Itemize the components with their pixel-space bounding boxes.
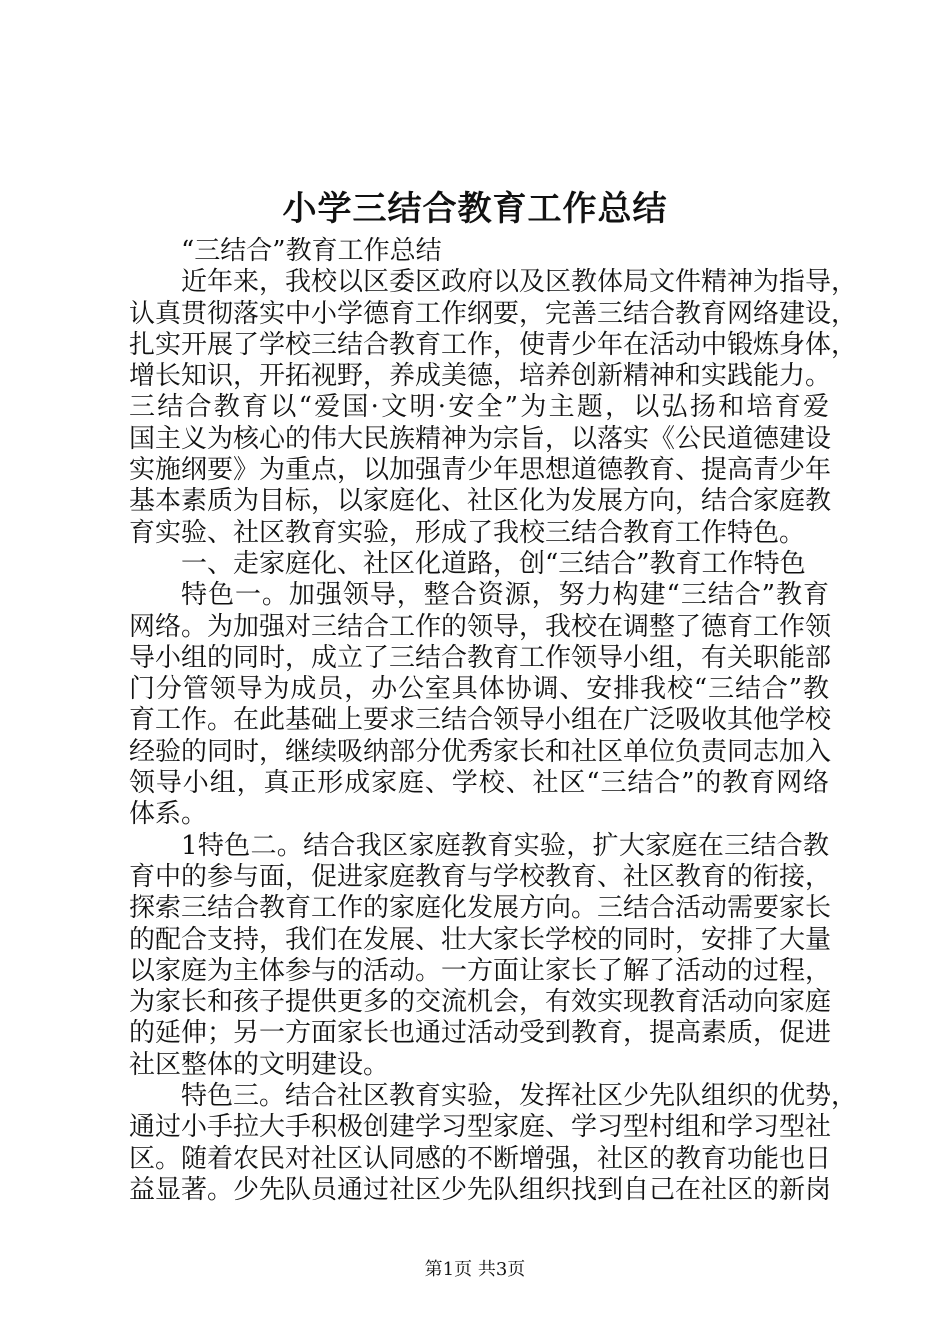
text-line: 探索三结合教育工作的家庭化发展方向。三结合活动需要家长 [129, 893, 832, 924]
text-line: 增长知识，开拓视野，养成美德，培养创新精神和实践能力。 [129, 361, 832, 392]
text-line: 育工作。在此基础上要求三结合领导小组在广泛吸收其他学校 [129, 705, 832, 736]
text-line: 益显著。少先队员通过社区少先队组织找到自己在社区的新岗 [129, 1174, 832, 1205]
text-line: 近年来，我校以区委区政府以及区教体局文件精神为指导， [181, 267, 858, 298]
text-line: 的配合支持，我们在发展、壮大家长学校的同时，安排了大量 [129, 924, 832, 955]
text-line: 社区整体的文明建设。 [129, 1049, 390, 1080]
text-line: 认真贯彻落实中小学德育工作纲要，完善三结合教育网络建设， [129, 298, 858, 329]
document-body [129, 236, 858, 1206]
text-line: 扎实开展了学校三结合教育工作，使青少年在活动中锻炼身体， [129, 329, 858, 360]
text-line: 体系。 [129, 799, 208, 830]
text-line: 为家长和孩子提供更多的交流机会，有效实现教育活动向家庭 [129, 987, 832, 1018]
text-line: 国主义为核心的伟大民族精神为宗旨，以落实《公民道德建设 [129, 423, 832, 454]
text-line: “三结合”教育工作总结 [181, 236, 442, 266]
text-line: 门分管领导为成员，办公室具体协调、安排我校“三结合”教 [129, 674, 829, 705]
text-line: 领导小组，真正形成家庭、学校、社区“三结合”的教育网络 [129, 768, 829, 799]
text-line: 三结合教育以“爱国·文明·安全”为主题，以弘扬和培育爱 [129, 392, 829, 423]
text-line: 育中的参与面，促进家庭教育与学校教育、社区教育的衔接， [129, 861, 832, 892]
text-line: 网络。为加强对三结合工作的领导，我校在调整了德育工作领 [129, 611, 832, 642]
text-line: 1特色二。结合我区家庭教育实验，扩大家庭在三结合教 [181, 830, 829, 861]
text-line: 的延伸；另一方面家长也通过活动受到教育，提高素质，促进 [129, 1018, 832, 1049]
text-line: 区。随着农民对社区认同感的不断增强，社区的教育功能也日 [129, 1143, 832, 1174]
text-line: 通过小手拉大手积极创建学习型家庭、学习型村组和学习型社 [129, 1112, 832, 1143]
text-line: 以家庭为主体参与的活动。一方面让家长了解了活动的过程， [129, 955, 832, 986]
text-line: 实施纲要》为重点，以加强青少年思想道德教育、提高青少年 [129, 455, 832, 486]
text-line: 基本素质为目标，以家庭化、社区化为发展方向，结合家庭教 [129, 486, 832, 517]
text-line: 经验的同时，继续吸纳部分优秀家长和社区单位负责同志加入 [129, 736, 832, 767]
text-line: 导小组的同时，成立了三结合教育工作领导小组，有关职能部 [129, 642, 832, 673]
text-line: 特色一。加强领导，整合资源，努力构建“三结合”教育 [181, 580, 829, 611]
text-line: 特色三。结合社区教育实验，发挥社区少先队组织的优势， [181, 1081, 858, 1112]
text-line: 育实验、社区教育实验，形成了我校三结合教育工作特色。 [129, 517, 806, 548]
page-indicator: 第1页 共3页 [424, 1259, 526, 1280]
text-line: 一、走家庭化、社区化道路，创“三结合”教育工作特色 [181, 548, 806, 579]
document-title: 小学三结合教育工作总结 [282, 189, 668, 229]
